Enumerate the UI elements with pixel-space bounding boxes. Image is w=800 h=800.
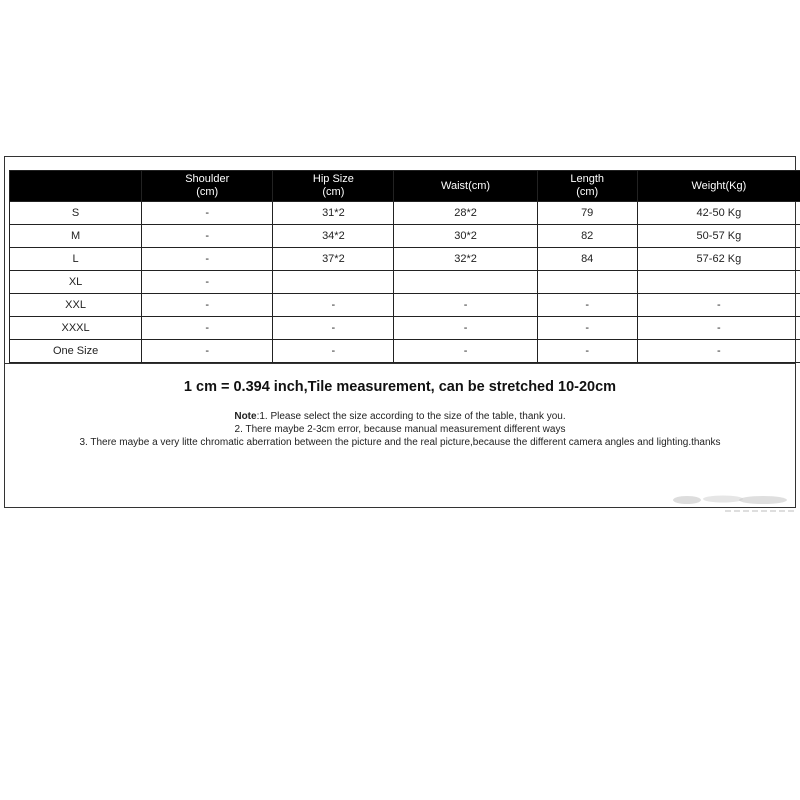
header-cell-waist: Waist(cm) [394, 171, 537, 202]
weight-cell: - [637, 317, 800, 340]
header-cell-length: Length (cm) [537, 171, 637, 202]
shoulder-cell: - [142, 271, 273, 294]
weight-cell: 42-50 Kg [637, 202, 800, 225]
length-cell: 79 [537, 202, 637, 225]
table-row [10, 317, 800, 340]
waist-cell [394, 271, 537, 294]
waist-cell: - [394, 294, 537, 317]
hip-cell: 37*2 [273, 248, 394, 271]
note-text-1: :1. Please select the size according to the size of the table, thank you. [256, 411, 566, 422]
shoulder-cell: - [142, 225, 273, 248]
size-cell: One Size [10, 340, 142, 363]
table-row [10, 340, 800, 363]
waist-cell: - [394, 317, 537, 340]
length-cell: - [537, 340, 637, 363]
weight-cell: - [637, 294, 800, 317]
note-line-3: 3. There maybe a very litte chromatic aberration between the picture and the real picture,because the different camera angles and lighting.thanks [79, 437, 721, 448]
note-label: Note [234, 411, 257, 422]
table-row [10, 202, 800, 225]
shoulder-cell: - [142, 340, 273, 363]
weight-cell: 50-57 Kg [637, 225, 800, 248]
header-cell-size [10, 171, 142, 202]
hip-cell: 34*2 [273, 225, 394, 248]
length-cell: - [537, 317, 637, 340]
note-line-2: 2. There maybe 2-3cm error, because manual measurement different ways [234, 424, 566, 435]
header-cell-shoulder: Shoulder (cm) [142, 171, 273, 202]
shoulder-cell: - [142, 202, 273, 225]
table-row [10, 294, 800, 317]
table-row [10, 271, 800, 294]
hip-cell: - [273, 340, 394, 363]
section-divider [5, 363, 795, 364]
header-cell-weight: Weight(Kg) [637, 171, 800, 202]
waist-cell: 30*2 [394, 225, 537, 248]
waist-cell: 28*2 [394, 202, 537, 225]
table-row [10, 225, 800, 248]
size-cell: XXL [10, 294, 142, 317]
notes-block [5, 410, 795, 449]
table-header-row [10, 171, 800, 202]
waist-cell: 32*2 [394, 248, 537, 271]
length-cell: 82 [537, 225, 637, 248]
size-chart-frame [4, 156, 796, 508]
size-cell: S [10, 202, 142, 225]
scan-smudge-mark [665, 493, 797, 513]
size-table [9, 170, 800, 363]
length-cell: - [537, 294, 637, 317]
weight-cell: 57-62 Kg [637, 248, 800, 271]
size-cell: XXXL [10, 317, 142, 340]
length-cell [537, 271, 637, 294]
note-line-1 [5, 410, 795, 423]
table-row [10, 248, 800, 271]
hip-cell: - [273, 294, 394, 317]
size-cell: M [10, 225, 142, 248]
size-cell: XL [10, 271, 142, 294]
hip-cell: 31*2 [273, 202, 394, 225]
length-cell: 84 [537, 248, 637, 271]
shoulder-cell: - [142, 294, 273, 317]
weight-cell [637, 271, 800, 294]
shoulder-cell: - [142, 317, 273, 340]
weight-cell: - [637, 340, 800, 363]
hip-cell [273, 271, 394, 294]
hip-cell: - [273, 317, 394, 340]
size-cell: L [10, 248, 142, 271]
header-cell-hip-size: Hip Size (cm) [273, 171, 394, 202]
waist-cell: - [394, 340, 537, 363]
measurement-headline: 1 cm = 0.394 inch,Tile measurement, can be stretched 10-20cm [183, 379, 617, 395]
shoulder-cell: - [142, 248, 273, 271]
